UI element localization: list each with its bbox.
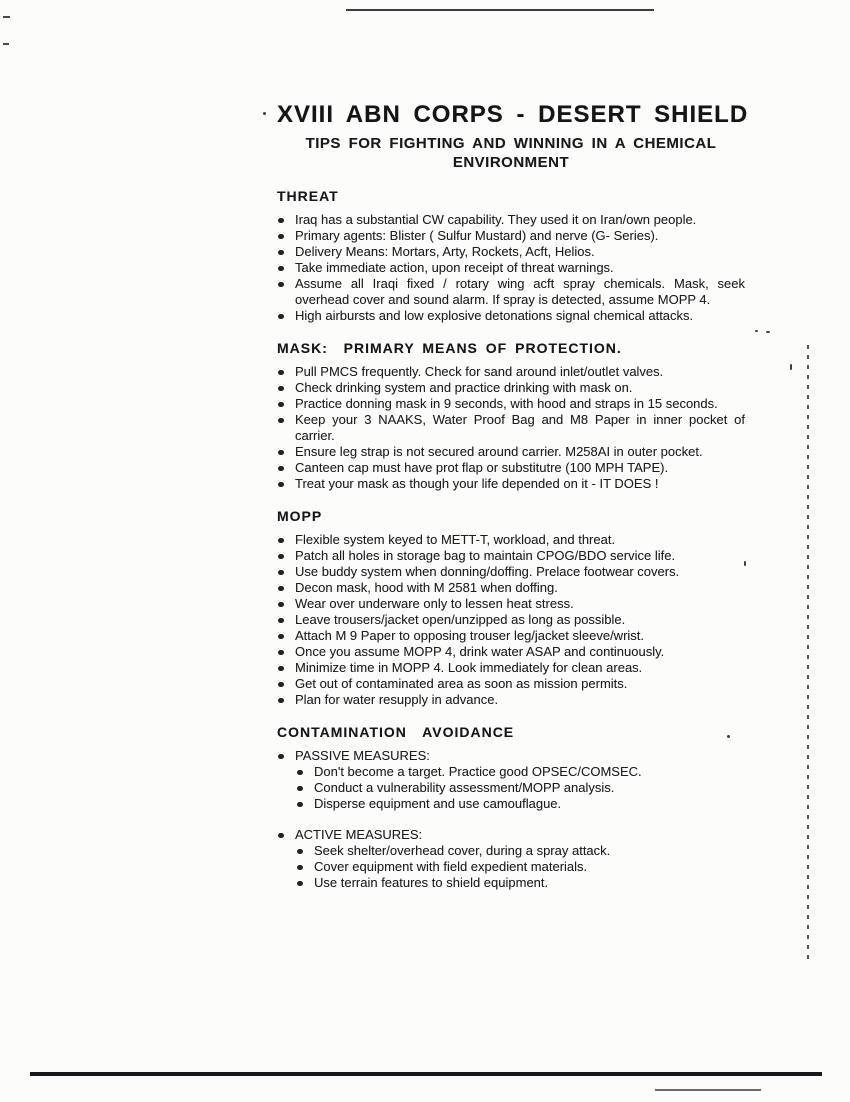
- list-item-text: Once you assume MOPP 4, drink water ASAP and continuously.: [295, 644, 665, 659]
- bullet-icon: [277, 564, 295, 580]
- list-item-text: Leave trousers/jacket open/unzipped as long as possible.: [295, 612, 626, 627]
- document-content: [277, 101, 749, 891]
- scan-artifact-speck: [755, 330, 758, 332]
- bullet-icon: [277, 308, 295, 324]
- list-item: [277, 612, 745, 628]
- list-item-text: Seek shelter/overhead cover, during a spray attack.: [314, 843, 611, 858]
- list-item: [277, 412, 745, 444]
- section-heading-threat: THREAT: [277, 188, 339, 204]
- list-item: [277, 308, 745, 324]
- sub-list-item: [296, 875, 745, 891]
- bullet-icon: [277, 628, 295, 644]
- list-item-text: Pull PMCS frequently. Check for sand around inlet/outlet valves.: [295, 364, 664, 379]
- list-item: [277, 476, 745, 492]
- scan-artifact-dash-strip: [807, 345, 809, 963]
- list-item-text: Practice donning mask in 9 seconds, with hood and straps in 15 seconds.: [295, 396, 718, 411]
- sub-list-item: [296, 859, 745, 875]
- scan-artifact-top-rule: [346, 9, 654, 11]
- document-body: [277, 188, 745, 891]
- list-item: [277, 212, 745, 228]
- list-item-text: Primary agents: Blister ( Sulfur Mustard) and nerve (G- Series).: [295, 228, 659, 243]
- section-heading-mask: MASK: PRIMARY MEANS OF PROTECTION.: [277, 340, 622, 356]
- bullet-icon: [277, 228, 295, 244]
- list-item: [277, 276, 745, 308]
- list-item-text: Plan for water resupply in advance.: [295, 692, 499, 707]
- bullet-icon: [277, 212, 295, 228]
- bullet-icon: [277, 476, 295, 492]
- bullet-icon: [277, 364, 295, 380]
- list-item-text: Get out of contaminated area as soon as mission permits.: [295, 676, 628, 691]
- sub-list-item: [296, 843, 745, 859]
- sub-list-item: [296, 780, 745, 796]
- sub-list-item: [296, 764, 745, 780]
- list-item-text: Delivery Means: Mortars, Arty, Rockets, Acft, Helios.: [295, 244, 595, 259]
- bullet-icon: [296, 780, 314, 796]
- scan-artifact-edge-dash: [3, 16, 10, 18]
- list-item-text: High airbursts and low explosive detonations signal chemical attacks.: [295, 308, 694, 323]
- scan-artifact-speck: [263, 112, 266, 115]
- bullet-icon: [296, 843, 314, 859]
- document-title: XVIII ABN CORPS - DESERT SHIELD: [277, 101, 749, 128]
- list-item: [277, 748, 745, 764]
- bullet-icon: [277, 676, 295, 692]
- list-item-text: Check drinking system and practice drinking with mask on.: [295, 380, 633, 395]
- list-item-text: Conduct a vulnerability assessment/MOPP analysis.: [314, 780, 615, 795]
- list-item-text: Assume all Iraqi fixed / rotary wing acft spray chemicals. Mask, seek overhead cover and sound alarm. If spray is detected, assume MOPP 4.: [295, 276, 745, 307]
- list-item-text: Don't become a target. Practice good OPSEC/COMSEC.: [314, 764, 642, 779]
- bullet-icon: [277, 460, 295, 476]
- bullet-icon: [277, 548, 295, 564]
- list-item: [277, 692, 745, 708]
- list-item: [277, 260, 745, 276]
- bullet-icon: [277, 612, 295, 628]
- list-item-text: Patch all holes in storage bag to maintain CPOG/BDO service life.: [295, 548, 676, 563]
- bullet-icon: [277, 244, 295, 260]
- bullet-icon: [277, 412, 295, 444]
- document-subtitle: [277, 134, 745, 172]
- list-item-text: ACTIVE MEASURES:: [295, 827, 423, 842]
- list-item: [277, 628, 745, 644]
- bullet-icon: [277, 276, 295, 308]
- list-item: [277, 580, 745, 596]
- scan-artifact-speck: [766, 331, 770, 333]
- section-mopp: [277, 508, 745, 708]
- scan-artifact-bottom-short-rule: [655, 1089, 761, 1091]
- section-threat: [277, 188, 745, 324]
- list-item: [277, 228, 745, 244]
- bullet-icon: [296, 796, 314, 812]
- bullet-icon: [277, 532, 295, 548]
- bullet-icon: [277, 692, 295, 708]
- bullet-icon: [277, 444, 295, 460]
- list-item: [277, 827, 745, 843]
- scan-artifact-edge-dash: [3, 43, 9, 45]
- bullet-icon: [277, 580, 295, 596]
- bullet-icon: [277, 644, 295, 660]
- section-contamination-avoidance: [277, 724, 745, 891]
- list-item: [277, 660, 745, 676]
- list-item-text: Wear over underware only to lessen heat stress.: [295, 596, 574, 611]
- list-item: [277, 676, 745, 692]
- bullet-icon: [296, 859, 314, 875]
- list-item-text: Keep your 3 NAAKS, Water Proof Bag and M8 Paper in inner pocket of carrier.: [295, 412, 745, 443]
- section-heading-mopp: MOPP: [277, 508, 323, 524]
- bullet-icon: [296, 875, 314, 891]
- list-item-text: Take immediate action, upon receipt of threat warnings.: [295, 260, 614, 275]
- list-item: [277, 396, 745, 412]
- list-item-text: Treat your mask as though your life depended on it - IT DOES !: [295, 476, 659, 491]
- list-item: [277, 644, 745, 660]
- section-heading-contamination-avoidance: CONTAMINATION AVOIDANCE: [277, 724, 515, 740]
- list-item-text: Use terrain features to shield equipment.: [314, 875, 549, 890]
- list-item: [277, 364, 745, 380]
- list-item-text: Cover equipment with field expedient materials.: [314, 859, 588, 874]
- sub-list-item: [296, 796, 745, 812]
- scan-artifact-bottom-rule: [30, 1072, 822, 1076]
- list-item-text: Attach M 9 Paper to opposing trouser leg/jacket sleeve/wrist.: [295, 628, 645, 643]
- bullet-icon: [277, 660, 295, 676]
- bullet-icon: [277, 396, 295, 412]
- list-item: [277, 444, 745, 460]
- list-item: [277, 460, 745, 476]
- bullet-icon: [277, 380, 295, 396]
- list-item-text: Decon mask, hood with M 2581 when doffing.: [295, 580, 558, 595]
- bullet-icon: [277, 260, 295, 276]
- list-item: [277, 548, 745, 564]
- list-item-text: Ensure leg strap is not secured around carrier. M258AI in outer pocket.: [295, 444, 703, 459]
- bullet-icon: [277, 748, 295, 764]
- list-item: [277, 596, 745, 612]
- list-item-text: Use buddy system when donning/doffing. Prelace footwear covers.: [295, 564, 680, 579]
- list-item-text: Disperse equipment and use camouflague.: [314, 796, 562, 811]
- subtitle-line-2: ENVIRONMENT: [452, 154, 570, 171]
- bullet-icon: [296, 764, 314, 780]
- list-item: [277, 532, 745, 548]
- bullet-icon: [277, 596, 295, 612]
- scan-artifact-speck: [790, 364, 792, 370]
- list-item: [277, 244, 745, 260]
- subtitle-line-1: TIPS FOR FIGHTING AND WINNING IN A CHEMICAL: [305, 135, 717, 152]
- list-item-text: Minimize time in MOPP 4. Look immediately for clean areas.: [295, 660, 643, 675]
- list-item-text: Iraq has a substantial CW capability. They used it on Iran/own people.: [295, 212, 697, 227]
- bullet-icon: [277, 827, 295, 843]
- list-item: [277, 564, 745, 580]
- list-item-text: Canteen cap must have prot flap or substitutre (100 MPH TAPE).: [295, 460, 669, 475]
- list-item-text: PASSIVE MEASURES:: [295, 748, 430, 763]
- list-item-text: Flexible system keyed to METT-T, workload, and threat.: [295, 532, 616, 547]
- list-item: [277, 380, 745, 396]
- section-mask: [277, 340, 745, 492]
